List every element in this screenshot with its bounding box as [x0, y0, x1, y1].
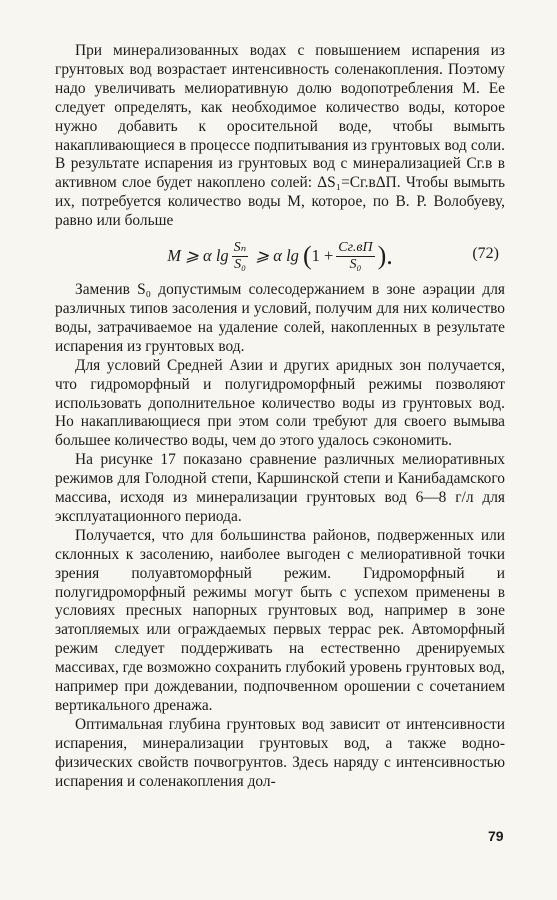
formula-fraction-2-denominator: S₀	[349, 256, 362, 272]
page-number: 79	[488, 828, 504, 844]
formula-fraction-2-numerator: Cг.вП	[338, 239, 373, 255]
formula-open-paren: (	[302, 241, 312, 271]
paragraph-2: Заменив S₀ допустимым солесодержанием в зоне аэрации для различных типов засоления и условий, получим для них количество воды, затрачиваемое на удаление солей, накопленных в результате испарения из грунтовых вод.	[55, 281, 505, 355]
formula-middle: ⩾ α lg	[255, 245, 299, 265]
paragraph-1: При минерализованных водах с повышением испарения из грунтовых вод возрастает интенсивность соленакопления. Поэтому надо увеличивать мелиоративную долю водопотребления М. Ее следует определять, как необходимое количество воды, которое нужно добавить к оросительной воде, чтобы вымыть накапливающиеся в процессе подпитывания из грунтовых вод соли. В результате испарения из грунтовых вод с минерализацией Cг.в в активном слое будет накоплено солей: ΔS₁=Cг.вΔП. Чтобы вымыть их, потребуется количество воды М, которое, по В. Р. Волобуеву, равно или больше	[55, 42, 505, 230]
formula-lhs: M ⩾ α lg	[167, 245, 229, 265]
formula-fraction-2	[336, 240, 374, 273]
formula-72	[55, 231, 505, 281]
formula-fraction-1-numerator: Sₙ	[233, 239, 247, 255]
paragraph-5: Получается, что для большинства районов, подверженных или склонных к засолению, наиболее выгоден с мелиоративной точки зрения полуавтоморфный режим. Гидроморфный и полугидроморфный режимы могут быть с успехом применены в условиях пресных напорных грунтовых вод, например в зоне затопляемых или ограждаемых первых террас рек. Автоморфный режим следует поддерживать на естественно дренируемых массивах, где возможно сохранить глубокий уровень грунтовых вод, например при дождевании, подпочвенном орошении с сочетанием вертикального дренажа.	[55, 526, 505, 714]
paragraph-3: Для условий Средней Азии и других аридных зон получается, что гидроморфный и полугидроморфный режимы позволяют использовать дополнительное количество воды из грунтовых вод. Но накапливающиеся при этом соли требуют для своего вымыва большее количество воды, чем до этого удалось сэкономить.	[55, 356, 505, 450]
formula-fraction-1	[232, 240, 249, 273]
paragraph-4: На рисунке 17 показано сравнение различных мелиоративных режимов для Голодной степи, Каршинской степи и Канибадамского массива, исходя из минерализации грунтовых вод 6—8 г/л для эксплуатационного периода.	[55, 451, 505, 525]
body-text	[55, 42, 505, 792]
paragraph-6: Оптимальная глубина грунтовых вод зависит от интенсивности испарения, минерализации грунтовых вод, а также водно-физических свойств почвогрунтов. Здесь наряду с интенсивностью испарения и соленакопления дол-	[55, 715, 505, 790]
formula-fraction-1-denominator: S₀	[234, 256, 246, 272]
formula-close: ).	[377, 241, 393, 271]
formula-number: (72)	[472, 245, 499, 263]
formula-one-plus: 1 +	[311, 245, 334, 265]
